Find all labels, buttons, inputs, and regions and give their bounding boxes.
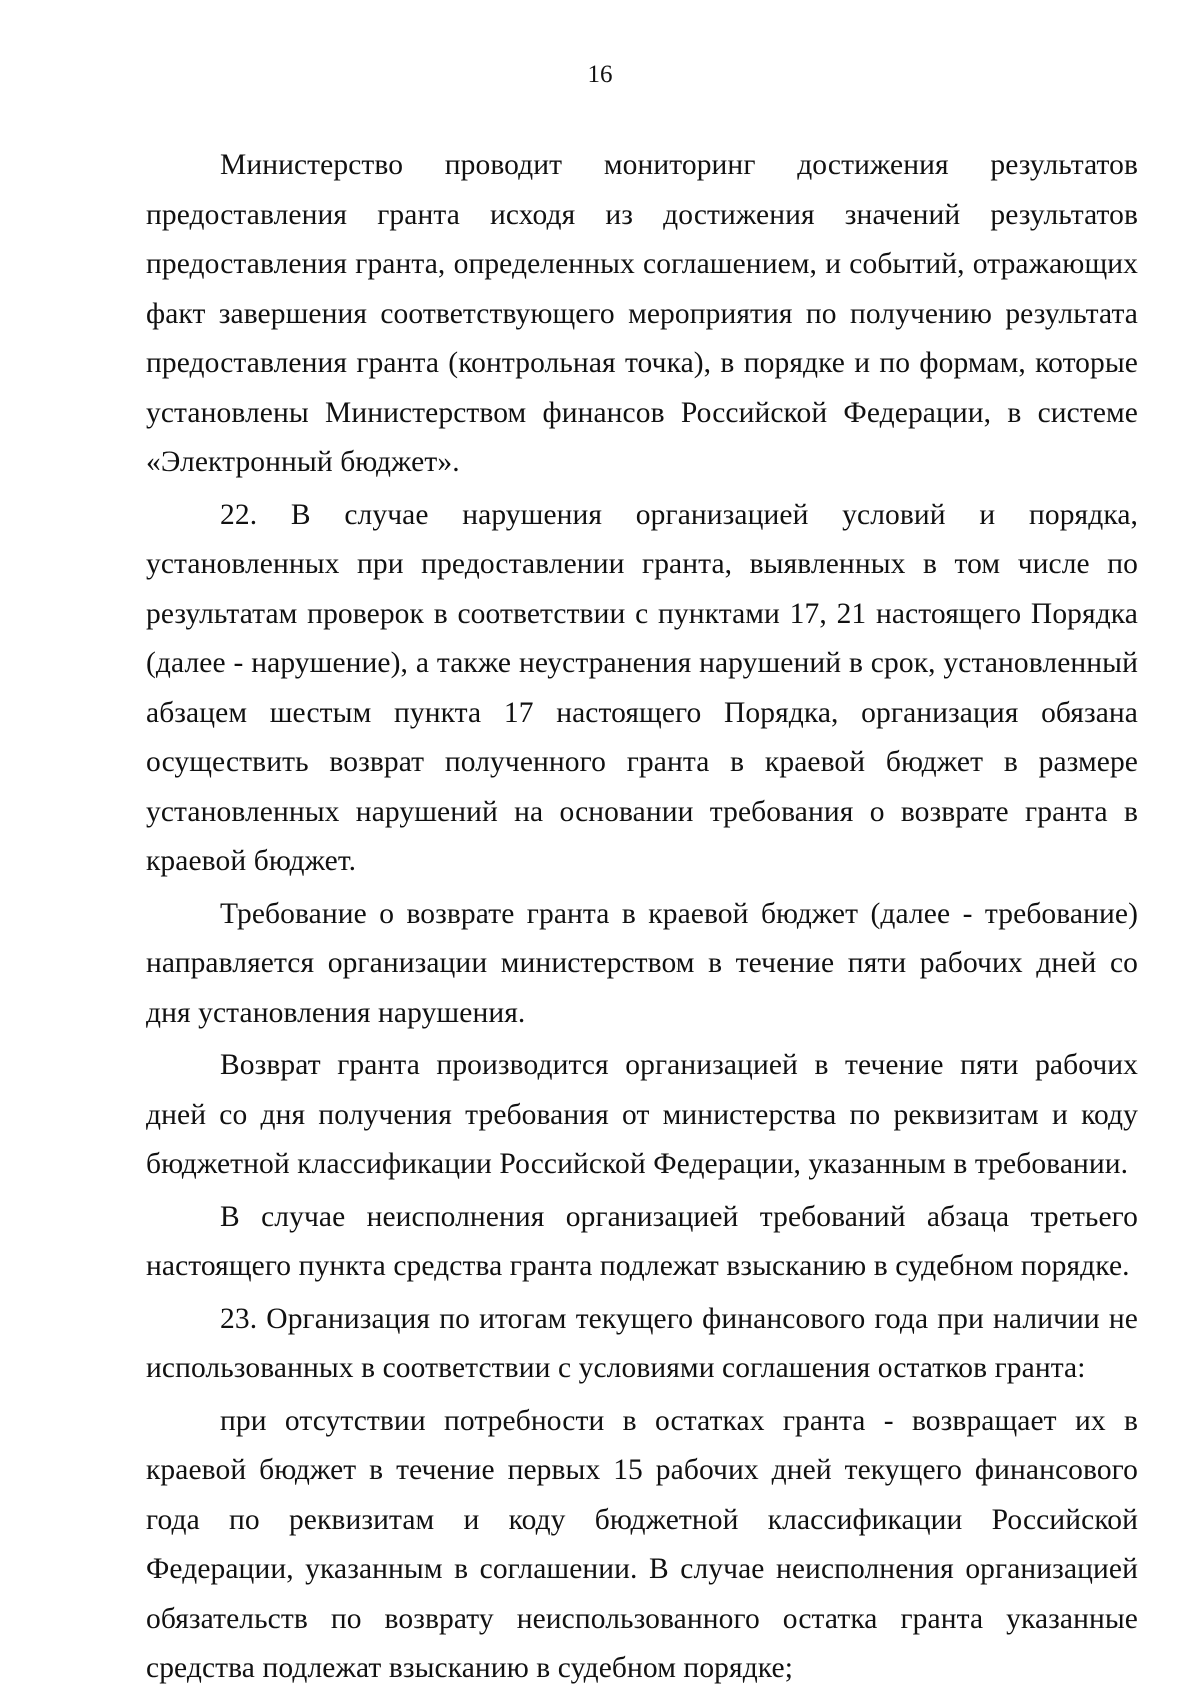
paragraph-monitoring: Министерство проводит мониторинг достижения результатов предоставления гранта исходя из достижения значений результатов предоставления гранта, определенных соглашением, и событий, отражающих факт завершения соответствующего мероприятия по получению результата предоставления гранта (контрольная точка), в порядке и по формам, которые установлены Министерством финансов Российской Федерации, в системе «Электронный бюджет». [146, 149, 1138, 478]
paragraph-23-remainders: 23. Организация по итогам текущего финансового года при наличии не использованных в соответствии с условиями соглашения остатков гранта: [146, 1302, 1138, 1384]
paragraph-22-violation: 22. В случае нарушения организацией условий и порядка, установленных при предоставлении гранта, выявленных в том числе по результатам проверок в соответствии с пунктами 17, 21 настоящего Порядка (далее - нарушение), а также неустранения нарушений в срок, установленный абзацем шестым пункта 17 настоящего Порядка, организация обязана осуществить возврат полученного гранта в краевой бюджет в размере установленных нарушений на основании требования о возврате гранта в краевой бюджет. [146, 498, 1138, 877]
paragraph-non-compliance: В случае неисполнения организацией требований абзаца третьего настоящего пункта средства гранта подлежат взысканию в судебном порядке. [146, 1200, 1138, 1282]
paragraph-return-demand: Требование о возврате гранта в краевой бюджет (далее - требование) направляется организации министерством в течение пяти рабочих дней со дня установления нарушения. [146, 897, 1138, 1029]
document-body [146, 141, 1138, 1694]
page-number: 16 [587, 61, 613, 88]
paragraph-return-remainders: при отсутствии потребности в остатках гранта - возвращает их в краевой бюджет в течение первых 15 рабочих дней текущего финансового года по реквизитам и коду бюджетной классификации Российской Федерации, указанным в соглашении. В случае неисполнения организацией обязательств по возврату неиспользованного остатка гранта указанные средства подлежат взысканию в судебном порядке; [146, 1404, 1138, 1684]
paragraph-grant-return: Возврат гранта производится организацией в течение пяти рабочих дней со дня получения требования от министерства по реквизитам и коду бюджетной классификации Российской Федерации, указанным в требовании. [146, 1049, 1138, 1180]
